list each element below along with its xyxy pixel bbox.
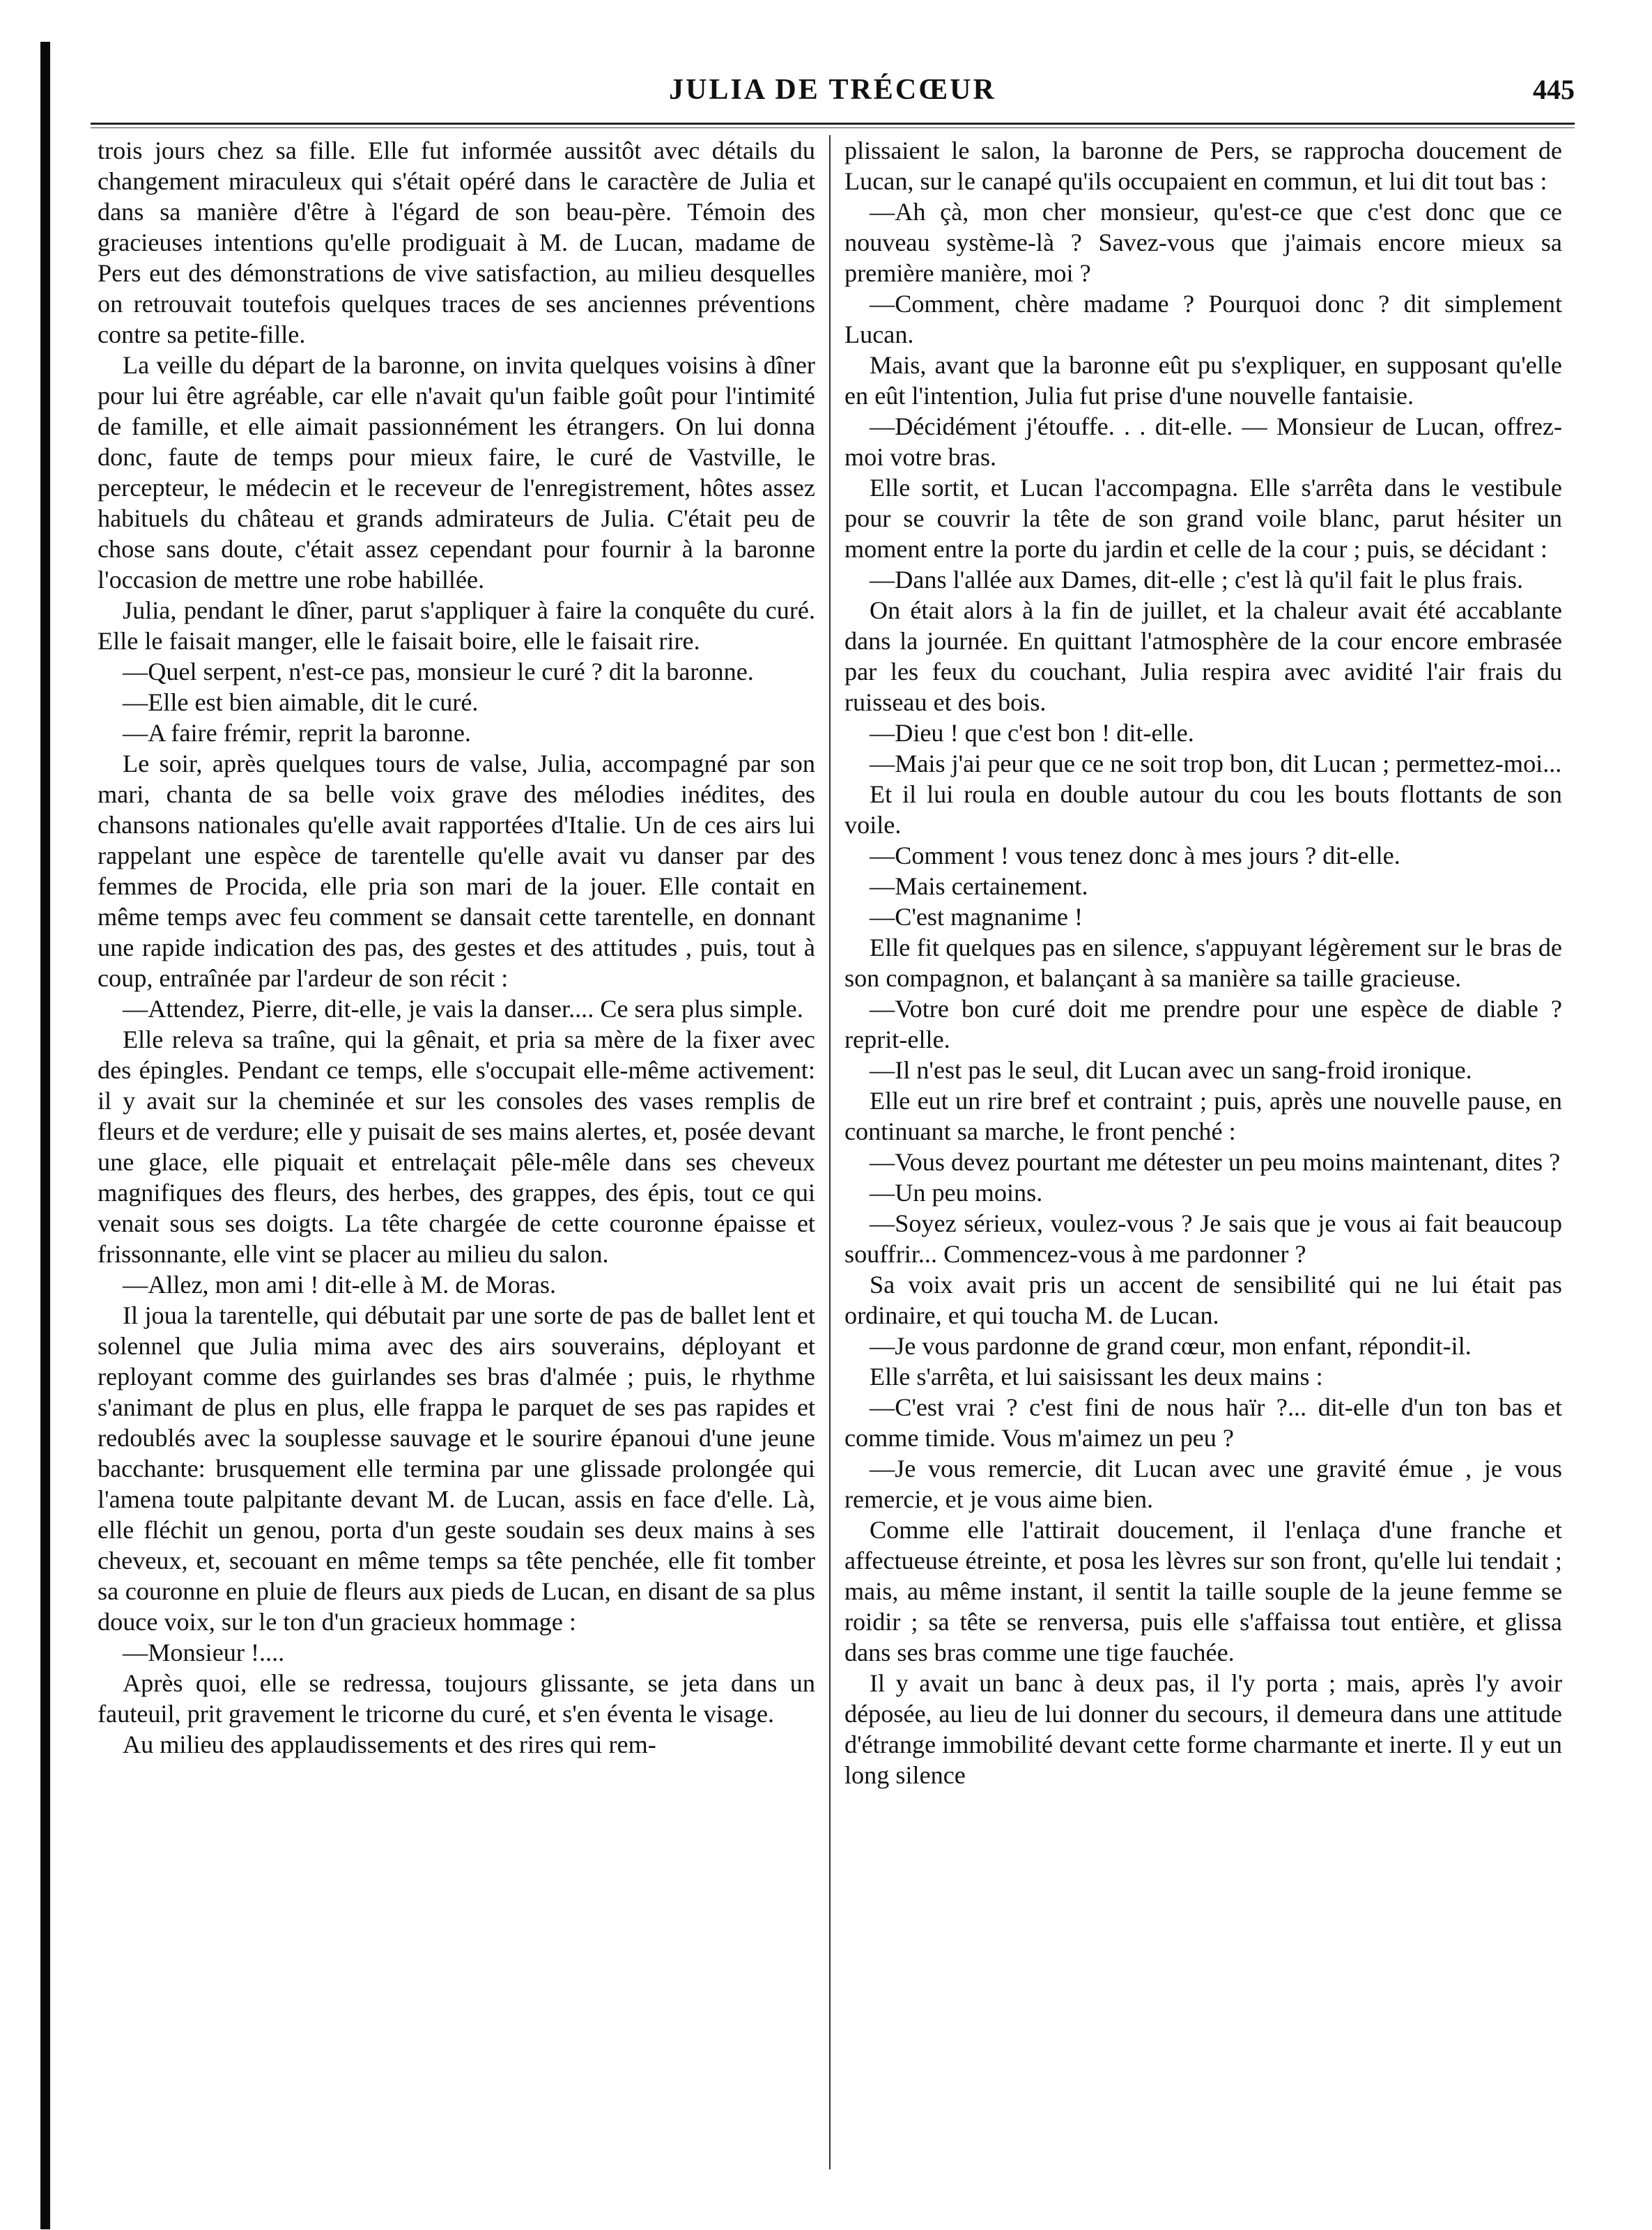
paragraph: Il y avait un banc à deux pas, il l'y porta ; mais, après l'y avoir déposée, au lieu de lui donner du secours, il demeura dans une attitude d'étrange immobilité devant cette forme charmante et inerte. Il y eut un long silence	[844, 1669, 1562, 1789]
paragraph: —C'est magnanime !	[870, 903, 1083, 931]
paragraph: Julia, pendant le dîner, parut s'appliquer à faire la conquête du curé. Elle le faisait manger, elle le faisait boire, elle le faisait rire.	[98, 596, 815, 655]
paragraph: —Soyez sérieux, voulez-vous ? Je sais que je vous ai fait beaucoup souffrir... Commencez-vous à me pardonner ?	[844, 1209, 1562, 1268]
paragraph: —Mais j'ai peur que ce ne soit trop bon, dit Lucan ; permettez-moi...	[870, 750, 1562, 777]
paragraph: Elle sortit, et Lucan l'accompagna. Elle s'arrêta dans le vestibule pour se couvrir la tête de son grand voile blanc, parut hésiter un moment entre la porte du jardin et celle de la cour ; puis, se décidant :	[844, 474, 1562, 563]
paragraph: —Vous devez pourtant me détester un peu moins maintenant, dites ?	[870, 1148, 1561, 1176]
right-column	[844, 135, 1562, 1790]
paragraph: Elle releva sa traîne, qui la gênait, et pria sa mère de la fixer avec des épingles. Pendant ce temps, elle s'occupait elle-même activement: il y avait sur la cheminée et sur les consoles des vases remplis de fleurs et de verdure; elle y puisait de ses mains alertes, et, posée devant une glace, elle piquait et entrelaçait pêle-mêle dans ses cheveux magnifiques des fleurs, des herbes, des grappes, des épis, tout ce qui venait sous ses doigts. La tête chargée de cette couronne épaisse et frissonnante, elle vint se placer au milieu du salon.	[98, 1025, 815, 1268]
paragraph: —Il n'est pas le seul, dit Lucan avec un sang-froid ironique.	[870, 1056, 1472, 1084]
paragraph: La veille du départ de la baronne, on invita quelques voisins à dîner pour lui être agréable, car elle n'avait qu'un faible goût pour l'intimité de famille, et elle aimait passionnément les étrangers. On lui donna donc, faute de temps pour mieux faire, le curé de Vastville, le percepteur, le médecin et le receveur de l'enregistrement, hôtes assez habituels du château et grands admirateurs de Julia. C'était peu de chose sans doute, c'était assez cependant pour fournir à la baronne l'occasion de mettre une robe habillée.	[98, 351, 815, 594]
paragraph: —Mais certainement.	[870, 872, 1088, 900]
paragraph: —Allez, mon ami ! dit-elle à M. de Moras.	[123, 1271, 557, 1299]
running-title: JULIA DE TRÉCŒUR	[669, 74, 996, 106]
paragraph: Après quoi, elle se redressa, toujours glissante, se jeta dans un fauteuil, prit gravement le tricorne du curé, et s'en éventa le visage.	[98, 1669, 815, 1728]
column-divider	[829, 135, 831, 2169]
paragraph: —C'est vrai ? c'est fini de nous haïr ?... dit-elle d'un ton bas et comme timide. Vous m'aimez un peu ?	[844, 1393, 1562, 1452]
paragraph: —Ah çà, mon cher monsieur, qu'est-ce que c'est donc que ce nouveau système-là ? Savez-vous que j'aimais encore mieux sa première manière, moi ?	[844, 198, 1562, 287]
paragraph: Elle s'arrêta, et lui saisissant les deux mains :	[870, 1363, 1323, 1391]
paragraph: —Comment ! vous tenez donc à mes jours ? dit-elle.	[870, 842, 1400, 869]
page-number: 445	[1533, 74, 1575, 105]
paragraph: Mais, avant que la baronne eût pu s'expliquer, en supposant qu'elle en eût l'intention, Julia fut prise d'une nouvelle fantaisie.	[844, 351, 1562, 410]
paragraph: —Comment, chère madame ? Pourquoi donc ? dit simplement Lucan.	[844, 290, 1562, 348]
paragraph: trois jours chez sa fille. Elle fut informée aussitôt avec détails du changement miraculeux qui s'était opéré dans le caractère de Julia et dans sa manière d'être à l'égard de son beau-père. Témoin des gracieuses intentions qu'elle prodiguait à M. de Lucan, madame de Pers eut des démonstrations de vive satisfaction, au milieu desquelles on retrouvait toutefois quelques traces de ses anciennes préventions contre sa petite-fille.	[98, 137, 815, 348]
page-binding-edge	[40, 42, 50, 2229]
paragraph: Elle fit quelques pas en silence, s'appuyant légèrement sur le bras de son compagnon, et balançant à sa manière sa taille gracieuse.	[844, 934, 1562, 992]
paragraph: Au milieu des applaudissements et des rires qui rem-	[123, 1730, 656, 1758]
paragraph: —Quel serpent, n'est-ce pas, monsieur le curé ? dit la baronne.	[123, 658, 754, 686]
paragraph: —Elle est bien aimable, dit le curé.	[123, 688, 479, 716]
paragraph: —Décidément j'étouffe. . . dit-elle. — Monsieur de Lucan, offrez-moi votre bras.	[844, 412, 1562, 471]
paragraph: Et il lui roula en double autour du cou les bouts flottants de son voile.	[844, 780, 1562, 839]
paragraph: Elle eut un rire bref et contraint ; puis, après une nouvelle pause, en continuant sa marche, le front penché :	[844, 1087, 1562, 1145]
paragraph: Sa voix avait pris un accent de sensibilité qui ne lui était pas ordinaire, et qui toucha M. de Lucan.	[844, 1271, 1562, 1329]
paragraph: Le soir, après quelques tours de valse, Julia, accompagné par son mari, chanta de sa belle voix grave des mélodies inédites, des chansons nationales qu'elle avait rapportées d'Italie. Un de ces airs lui rappelant une espèce de tarentelle qu'elle avait vu danser par des femmes de Procida, elle pria son mari de la jouer. Elle contait en même temps avec feu comment se dansait cette tarentelle, en donnant une rapide indication des pas, des gestes et des attitudes , puis, tout à coup, entraînée par l'ardeur de son récit :	[98, 750, 815, 992]
paragraph: plissaient le salon, la baronne de Pers, se rapprocha doucement de Lucan, sur le canapé qu'ils occupaient en commun, et lui dit tout bas :	[844, 137, 1562, 195]
paragraph: —Je vous pardonne de grand cœur, mon enfant, répondit-il.	[870, 1332, 1472, 1360]
paragraph: —Un peu moins.	[870, 1179, 1043, 1207]
paragraph: Comme elle l'attirait doucement, il l'enlaça d'une franche et affectueuse étreinte, et posa les lèvres sur son front, qu'elle lui tendait ; mais, au même instant, il sentit la taille souple de la jeune femme se roidir ; sa tête se renversa, puis elle s'affaissa tout entière, et glissa dans ses bras comme une tige fauchée.	[844, 1516, 1562, 1666]
paragraph: On était alors à la fin de juillet, et la chaleur avait été accablante dans la journée. En quittant l'atmosphère de la cour encore embrasée par les feux du couchant, Julia respira avec avidité l'air frais du ruisseau et des bois.	[844, 596, 1562, 716]
paragraph: —Monsieur !....	[123, 1639, 285, 1666]
paragraph: —Dans l'allée aux Dames, dit-elle ; c'est là qu'il fait le plus frais.	[870, 566, 1524, 594]
paragraph: Il joua la tarentelle, qui débutait par une sorte de pas de ballet lent et solennel que Julia mima avec des airs souverains, déployant et reployant comme des guirlandes ses bras d'almée ; puis, le rhythme s'animant de plus en plus, elle frappa le parquet de ses pas rapides et redoublés avec la souplesse sauvage et le sourire épanoui d'une jeune bacchante: brusquement elle termina par une glissade prolongée qui l'amena toute palpitante devant M. de Lucan, assis en face d'elle. Là, elle fléchit un genou, porta d'un geste soudain ses deux mains à ses cheveux, et, secouant en même temps sa tête penchée, elle fit tomber sa couronne en pluie de fleurs aux pieds de Lucan, en disant de sa plus douce voix, sur le ton d'un gracieux hommage :	[98, 1301, 815, 1636]
paragraph: —Votre bon curé doit me prendre pour une espèce de diable ? reprit-elle.	[844, 995, 1562, 1053]
page-header	[91, 73, 1575, 115]
paragraph: —Dieu ! que c'est bon ! dit-elle.	[870, 719, 1194, 747]
paragraph: —Attendez, Pierre, dit-elle, je vais la danser.... Ce sera plus simple.	[123, 995, 803, 1023]
left-column	[98, 135, 815, 1760]
header-rule	[91, 123, 1575, 128]
paragraph: —Je vous remercie, dit Lucan avec une gravité émue , je vous remercie, et je vous aime bien.	[844, 1455, 1562, 1513]
paragraph: —A faire frémir, reprit la baronne.	[123, 719, 471, 747]
